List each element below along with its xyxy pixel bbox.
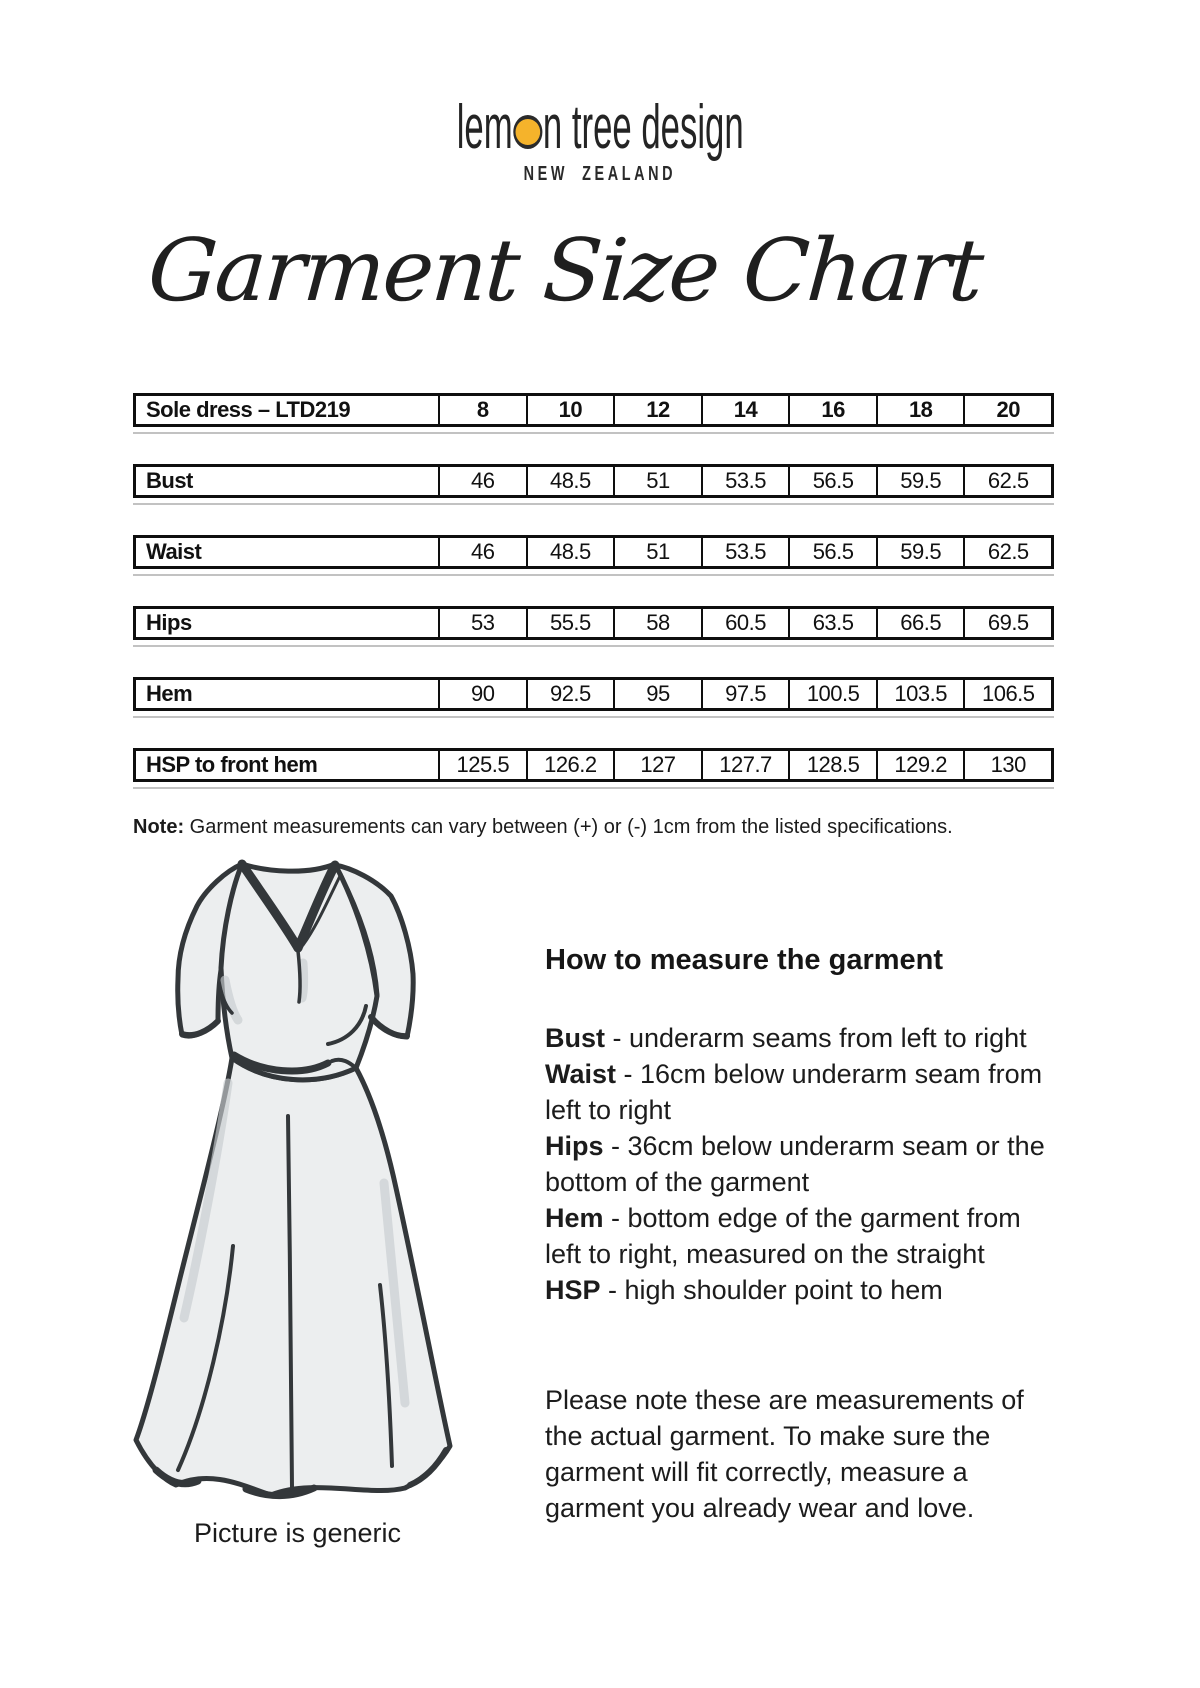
definition-desc: - 36cm below underarm seam or the bottom of the garment [545,1131,1045,1197]
howto-heading: How to measure the garment [545,944,944,976]
definition-hem [545,1200,1047,1272]
size-header: 16 [788,396,876,424]
size-cell: 127.7 [701,751,789,779]
row-label: Hem [146,681,193,706]
size-cell: 63.5 [788,609,876,637]
table-row-bust [133,464,1054,498]
definition-hips [545,1128,1047,1200]
size-header: 10 [526,396,614,424]
definition-desc: - 16cm below underarm seam from left to right [545,1059,1043,1125]
brand-logo-text [457,92,744,163]
definition-term: Bust [545,1023,605,1053]
size-cell: 46 [438,467,526,495]
size-cell: 56.5 [788,538,876,566]
size-header: 8 [438,396,526,424]
size-cell: 59.5 [876,467,964,495]
size-cell: 46 [438,538,526,566]
size-cell: 51 [613,467,701,495]
definition-hsp [545,1272,1047,1308]
size-cell: 55.5 [526,609,614,637]
size-cell: 53 [438,609,526,637]
size-cell: 129.2 [876,751,964,779]
brand-logo-text-post: n tree design [542,93,744,162]
size-cell: 48.5 [526,467,614,495]
tolerance-note [133,816,953,839]
measure-definitions [545,1020,1047,1308]
table-row-hsp [133,748,1054,782]
size-cell: 59.5 [876,538,964,566]
size-cell: 100.5 [788,680,876,708]
brand-country-line [0,163,1200,186]
size-cell: 62.5 [963,467,1051,495]
size-header: 12 [613,396,701,424]
definition-term: Waist [545,1059,617,1089]
definition-desc: - bottom edge of the garment from left to right, measured on the straight [545,1203,1021,1269]
size-cell: 48.5 [526,538,614,566]
size-cell: 53.5 [701,538,789,566]
size-cell: 51 [613,538,701,566]
definition-waist [545,1056,1047,1128]
size-cell: 58 [613,609,701,637]
definition-term: Hem [545,1203,604,1233]
table-row-waist [133,535,1054,569]
definition-desc: - underarm seams from left to right [605,1023,1027,1053]
size-cell: 106.5 [963,680,1051,708]
fit-advice-paragraph: Please note these are measurements of the actual garment. To make sure the garment will fit correctly, measure a garment you already wear and love. [545,1385,1024,1523]
size-cell: 130 [963,751,1051,779]
definition-term: Hips [545,1131,604,1161]
table-row-hips [133,606,1054,640]
illustration-caption: Picture is generic [193,1518,402,1548]
lemon-dot-icon [513,115,542,149]
size-cell: 66.5 [876,609,964,637]
size-cell: 128.5 [788,751,876,779]
size-header: 18 [876,396,964,424]
size-cell: 90 [438,680,526,708]
table-row-hem [133,677,1054,711]
size-cell: 56.5 [788,467,876,495]
size-cell: 62.5 [963,538,1051,566]
size-cell: 126.2 [526,751,614,779]
size-table-header-row [133,393,1054,427]
row-label: HSP to front hem [146,752,318,777]
size-cell: 125.5 [438,751,526,779]
size-cell: 127 [613,751,701,779]
size-cell: 53.5 [701,467,789,495]
brand-logo [0,92,1200,163]
note-text: Garment measurements can vary between (+) or (-) 1cm from the listed specifications. [184,816,953,838]
size-cell: 60.5 [701,609,789,637]
note-prefix: Note: [133,816,185,838]
dress-illustration [128,848,468,1513]
size-cell: 95 [613,680,701,708]
product-label: Sole dress – LTD219 [146,397,351,422]
size-header: 20 [963,396,1051,424]
definition-term: HSP [545,1275,601,1305]
size-cell: 97.5 [701,680,789,708]
definition-desc: - high shoulder point to hem [600,1275,943,1305]
size-cell: 69.5 [963,609,1051,637]
page-title: Garment Size Chart [145,221,985,321]
size-cell: 92.5 [526,680,614,708]
brand-logo-text-pre: lem [456,93,513,162]
row-label: Waist [146,539,202,564]
row-label: Bust [146,468,193,493]
size-cell: 103.5 [876,680,964,708]
brand-country: NEW ZEALAND [523,163,677,185]
definition-bust [545,1020,1047,1056]
size-header: 14 [701,396,789,424]
row-label: Hips [146,610,192,635]
